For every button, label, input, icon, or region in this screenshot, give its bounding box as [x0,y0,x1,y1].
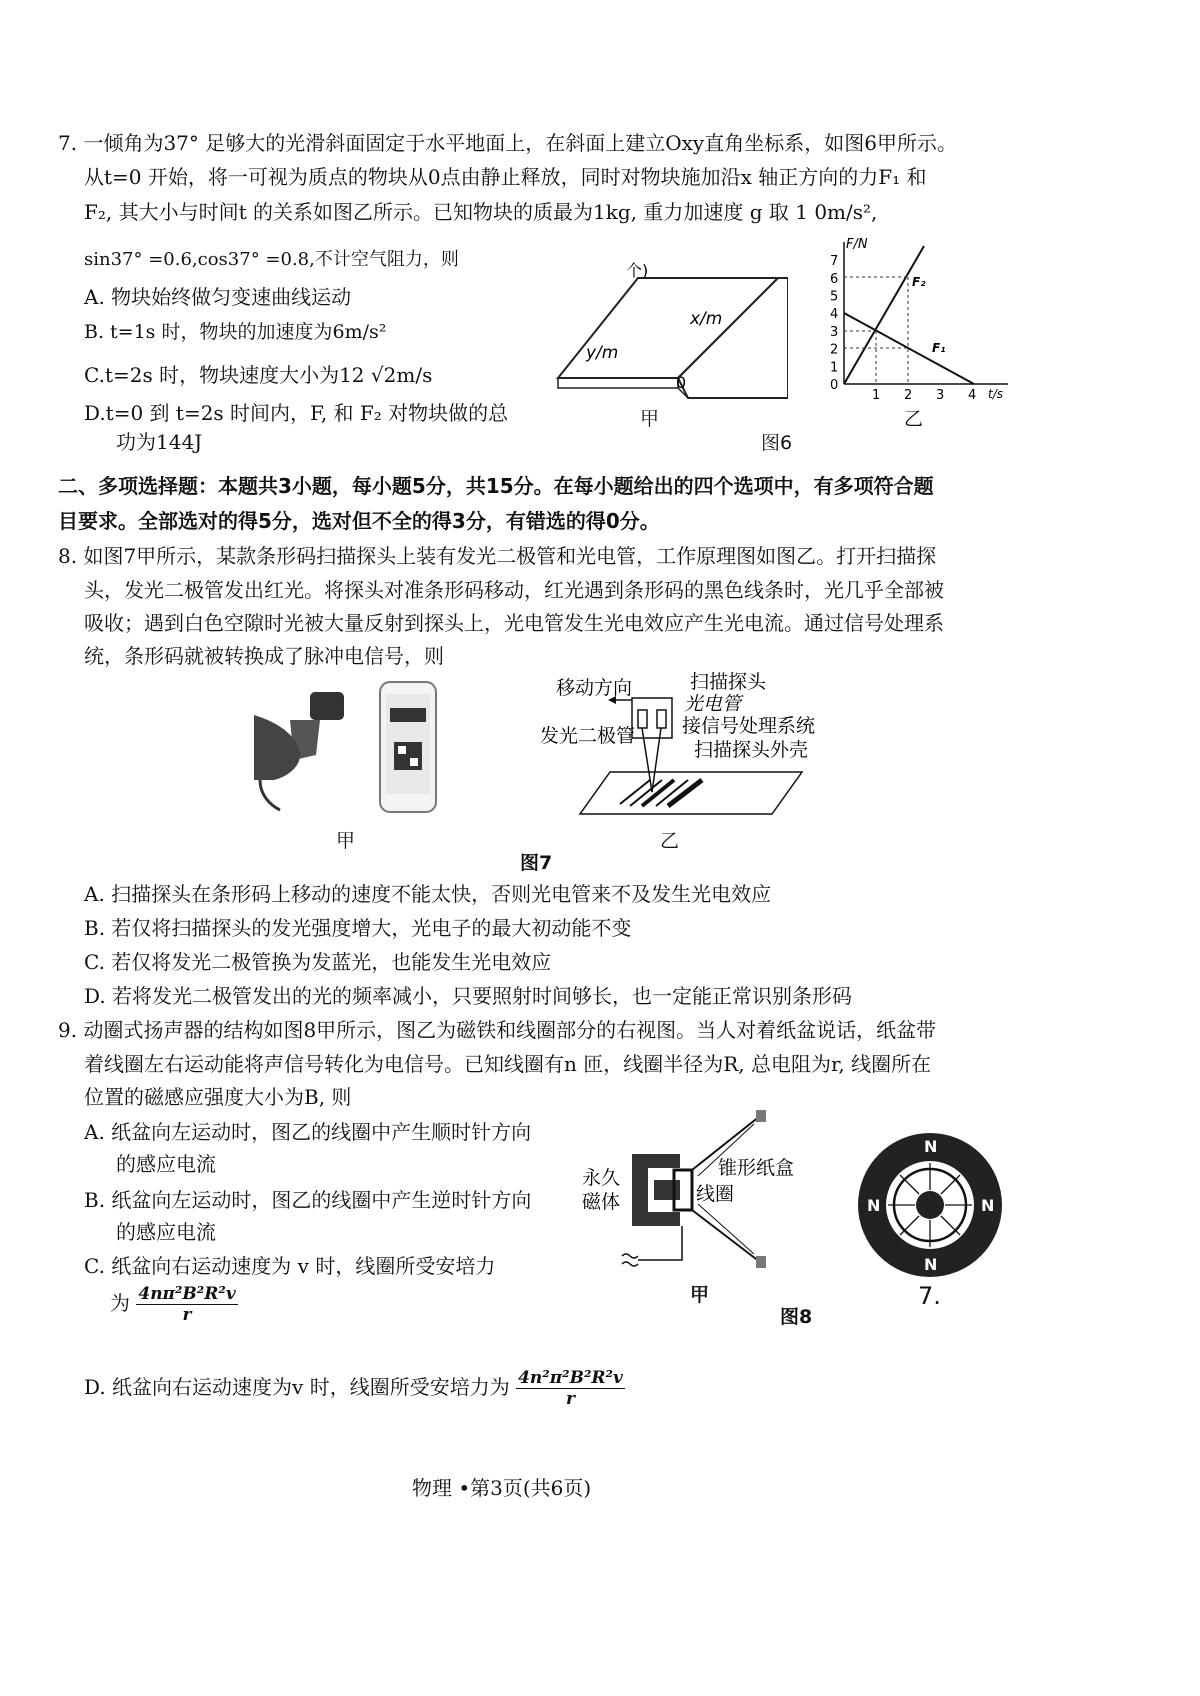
incline-top-face [558,278,778,378]
q9-option-a-cont: 的感应电流 [116,1152,216,1176]
schematic-label-signal: 接信号处理系统 [682,715,816,737]
q7-option-c: C.t=2s 时，物块速度大小为12 √2m/s [84,363,433,387]
fig7-scanner-photo [250,680,450,820]
graph-label-f1: F₁ [932,341,946,355]
q9-option-c: C. 纸盆向右运动速度为 v 时，线圈所受安培力 [84,1254,496,1278]
pole-bottom: N [924,1255,938,1274]
fig6-sub-a: 甲 [640,408,660,430]
graph-ytick-0: 0 [830,378,839,393]
graph-ytick-1: 1 [830,360,839,376]
q9-option-a: A. 纸盆向左运动时，图乙的线圈中产生顺时针方向 [84,1120,532,1144]
schematic-barcode-surface [580,772,802,814]
schematic-led [638,710,647,728]
section2-header-line1: 二、多项选择题：本题共3小题，每小题5分，共15分。在每小题给出的四个选项中，有多项符合题 [58,474,934,498]
right-view-inner-core [916,1191,944,1219]
fig7-caption: 图7 [520,852,553,874]
q7-line2: 从t=0 开始，将一可视为质点的物块从0点由静止释放，同时对物块施加沿x 轴正方向的力F₁ 和 [84,165,927,189]
schematic-label-move: 移动方向 [556,677,633,699]
q9-option-c-fraction [136,1284,237,1325]
graph-ytick-4: 4 [830,307,839,323]
scanner-head [310,692,344,720]
graph-xtick-1: 1 [872,388,881,403]
fig8-sub-a: 甲 [690,1284,710,1306]
graph-xtick-4: 4 [968,388,977,403]
schematic-phototube [657,710,666,728]
schematic-label-probe: 扫描探头 [690,672,767,693]
q9-option-d [84,1368,625,1409]
q8-option-a: A. 扫描探头在条形码上移动的速度不能太快，否则光电管来不及发生光电效应 [84,882,772,906]
q9-option-c-cont [110,1284,238,1325]
q9-line2: 着线圈左右运动能将声信号转化为电信号。已知线圈有n 匝，线圈半径为R, 总电阻为r, 线圈所在 [84,1052,932,1076]
pole-left: N [867,1196,881,1215]
q9-option-d-text: D. 纸盆向右运动速度为v 时，线圈所受安培力为 [84,1375,510,1399]
q8-line2: 头，发光二极管发出红光。将探头对准条形码移动，红光遇到条形码的黑色线条时，光几乎全部被 [84,578,944,602]
q7-option-d: D.t=0 到 t=2s 时间内，F, 和 F₂ 对物块做的总 [84,401,509,425]
graph-xtick-3: 3 [936,388,945,403]
q9-option-c-numerator: 4nπ²B²R²v [138,1284,236,1304]
fig6-force-graph [826,236,1016,406]
q9-option-b-cont: 的感应电流 [116,1220,216,1244]
fig8-right-view [855,1130,1005,1280]
graph-ytick-5: 5 [830,289,839,305]
incline-side-face [678,278,788,398]
schematic-label-photo: 光电管 [684,693,742,715]
graph-label-f2: F₂ [912,275,926,289]
phone-barcode-top [390,708,426,722]
section2-header-line2: 目要求。全部选对的得5分，选对但不全的得3分，有错选的得0分。 [58,509,660,533]
fig8-sub-b: 7. [918,1282,941,1310]
fig6-caption: 图6 [761,432,793,454]
graph-ytick-2: 2 [830,342,839,358]
graph-line-f2 [844,246,924,384]
q9-line1: 9. 动圈式扬声器的结构如图8甲所示，图乙为磁铁和线圈部分的右视图。当人对着纸盆说话，纸盆带 [58,1018,937,1042]
q9-option-c-denominator: r [182,1305,192,1325]
scanner-cable [260,780,280,810]
q7-line3: F₂, 其大小与时间t 的关系如图乙所示。已知物块的质最为1kg, 重力加速度 g 取 1 0m/s², [84,200,878,224]
graph-x-label: t/s [988,387,1003,401]
schematic-label-shell: 扫描探头外壳 [694,739,809,761]
q9-option-d-numerator: 4n²π²B²R²v [518,1368,623,1388]
fig8-speaker-diagram [578,1108,808,1284]
pole-top: N [924,1137,938,1156]
q8-line4: 统，条形码就被转换成了脉冲电信号，则 [84,644,444,668]
graph-ytick-7: 7 [830,254,839,270]
speaker-label-magnet2: 磁体 [582,1191,621,1213]
q8-option-c: C. 若仅将发光二极管换为发蓝光，也能发生光电效应 [84,950,552,974]
speaker-cone-bottom [692,1210,760,1262]
schematic-label-led: 发光二极管 [540,725,636,747]
graph-ytick-6: 6 [830,271,839,287]
q7-option-a: A. 物块始终做匀变速曲线运动 [84,285,352,309]
q8-line1: 8. 如图7甲所示，某款条形码扫描探头上装有发光二极管和光电管，工作原理图如图乙。打开扫描探 [58,544,937,568]
incline-front-edge [558,378,678,388]
page-footer: 物理 •第3页(共6页) [412,1476,592,1500]
q7-line4: sin37° =0.6,cos37° =0.8,不计空气阻力，则 [84,249,459,270]
q7-line1: 7. 一倾角为37° 足够大的光滑斜面固定于水平地面上，在斜面上建立Oxy直角坐标系，如图6甲所示。 [58,131,957,155]
speaker-label-magnet1: 永久 [582,1167,621,1189]
q8-option-b: B. 若仅将扫描探头的发光强度增大，光电子的最大初动能不变 [84,916,632,940]
incline-x-label: x/m [690,309,723,329]
fig7-scanner-schematic [540,672,840,822]
q9-option-d-fraction [516,1368,625,1409]
incline-marker-text: 个) [626,261,649,280]
speaker-label-coil: 线圈 [696,1183,735,1205]
q8-option-d: D. 若将发光二极管发出的光的频率减小，只要照射时间够长，也一定能正常识别条形码 [84,984,853,1008]
speaker-magnet-core [654,1180,680,1200]
q9-option-b: B. 纸盆向左运动时，图乙的线圈中产生逆时针方向 [84,1188,532,1212]
fig8-caption: 图8 [780,1306,813,1328]
graph-y-label: F/N [846,237,868,252]
q9-option-c-prefix: 为 [110,1291,130,1315]
q8-line3: 吸收；遇到白色空隙时光被大量反射到探头上，光电管发生光电效应产生光电流。通过信号处理系 [84,611,944,635]
fig7-sub-b: 乙 [660,830,680,852]
fig6-incline-diagram [548,258,788,428]
fig6-sub-b: 乙 [904,408,924,430]
incline-origin-label: 0 [676,373,687,392]
pole-right: N [981,1196,995,1215]
q7-option-b: B. t=1s 时，物块的加速度为6m/s² [84,321,387,343]
graph-xtick-2: 2 [904,388,913,403]
graph-ytick-3: 3 [830,324,839,340]
fig7-sub-a: 甲 [336,830,356,852]
incline-y-label: y/m [586,343,619,363]
speaker-label-cone: 锥形纸盒 [718,1157,795,1179]
q7-option-d-cont: 功为144J [116,430,203,454]
q9-option-d-denominator: r [565,1389,575,1409]
q9-line3: 位置的磁感应强度大小为B, 则 [84,1085,352,1109]
